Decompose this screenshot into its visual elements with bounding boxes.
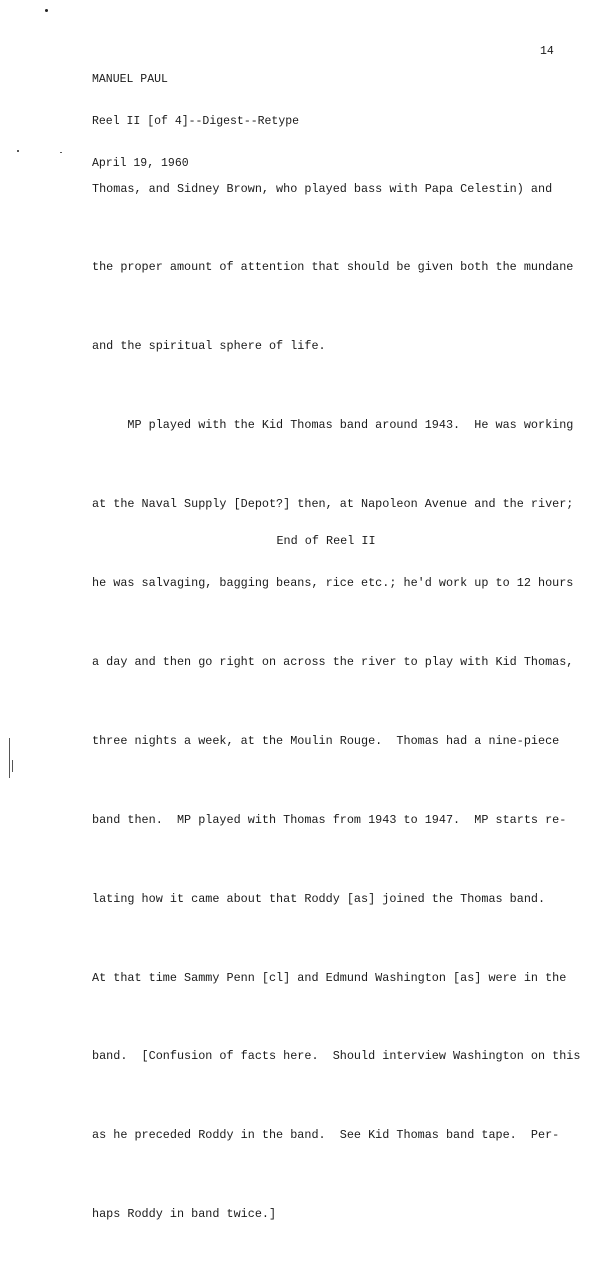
body-line: he was salvaging, bagging beans, rice etc.; he'd work up to 12 hours <box>92 576 574 591</box>
body-line: a day and then go right on across the river to play with Kid Thomas, <box>92 654 574 669</box>
body-line: the proper amount of attention that should be given both the mundane <box>92 260 574 275</box>
page-number: 14 <box>540 45 554 58</box>
body-line: At that time Sammy Penn [cl] and Edmund Washington [as] were in the <box>92 970 567 985</box>
body-line: band then. MP played with Thomas from 1943 to 1947. MP starts re- <box>92 812 567 827</box>
end-of-reel-label: End of Reel II <box>276 534 376 548</box>
scan-edge-mark <box>12 760 13 772</box>
header-date: April 19, 1960 <box>92 157 189 170</box>
body-line: three nights a week, at the Moulin Rouge. Thomas had a nine-piece <box>92 733 560 748</box>
body-line: band. [Confusion of facts here. Should interview Washington on this <box>92 1049 581 1064</box>
header-reel: Reel II [of 4]--Digest--Retype <box>92 115 300 128</box>
body-line: and the spiritual sphere of life. <box>92 339 326 354</box>
body-line: at the Naval Supply [Depot?] then, at Napoleon Avenue and the river; <box>92 497 574 512</box>
body-line: MP played with the Kid Thomas band around 1943. He was working <box>92 418 574 433</box>
body-line: lating how it came about that Roddy [as] joined the Thomas band. <box>92 891 546 906</box>
body-line: as he preceded Roddy in the band. See Kid Thomas band tape. Per- <box>92 1128 560 1143</box>
body-line: Thomas, and Sidney Brown, who played bass with Papa Celestin) and <box>92 181 553 196</box>
header-name: MANUEL PAUL <box>92 73 168 86</box>
scan-edge-mark <box>9 738 10 778</box>
scan-speck <box>45 9 48 12</box>
body-text <box>92 123 592 1280</box>
scan-speck <box>60 152 62 153</box>
body-line: haps Roddy in band twice.] <box>92 1207 277 1222</box>
scan-speck <box>17 150 19 152</box>
